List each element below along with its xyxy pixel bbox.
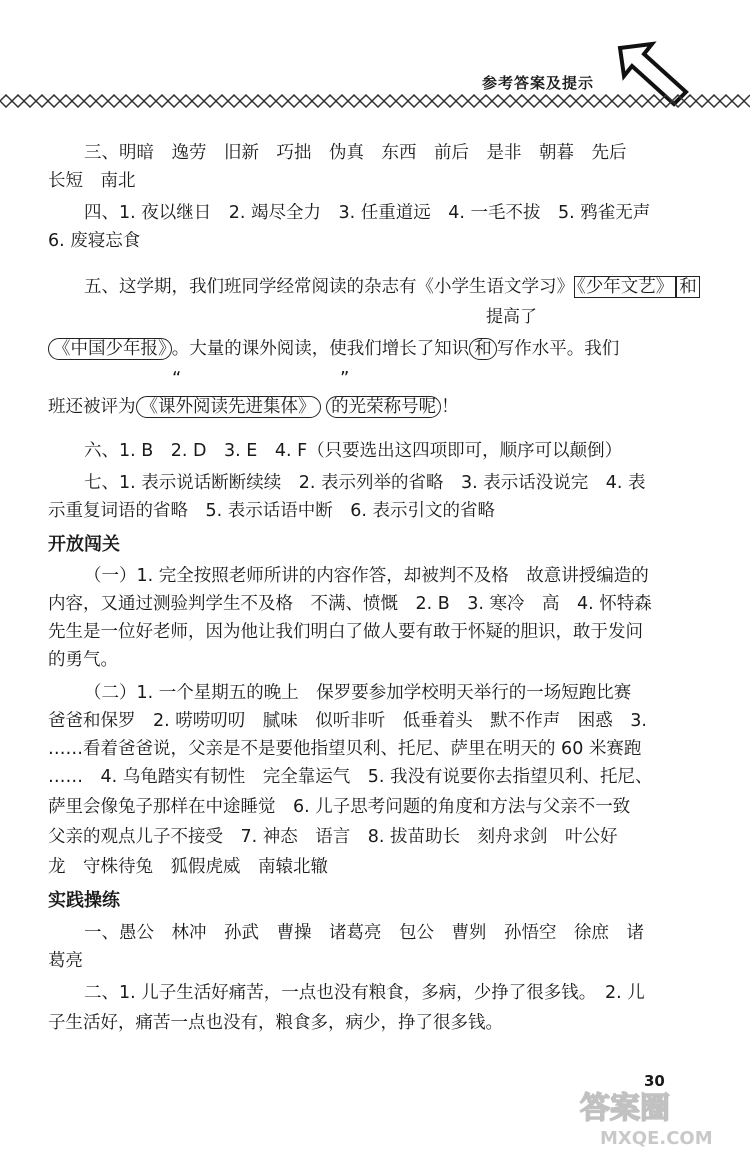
section-heading-open: 开放闯关 bbox=[48, 534, 120, 555]
practice1-line1: 一、愚公 林冲 孙武 曹操 诸葛亮 包公 曹刿 孙悟空 徐庶 诸 bbox=[84, 923, 644, 943]
section3-line2: 长短 南北 bbox=[48, 171, 136, 191]
section4-line1: 四、1. 夜以继日 2. 竭尽全力 3. 任重道远 4. 一毛不拔 5. 鸦雀无声 bbox=[84, 203, 651, 223]
open2-line7: 龙 守株待兔 狐假虎威 南辕北辙 bbox=[48, 857, 328, 877]
svg-text:MXQE.COM: MXQE.COM bbox=[600, 1128, 713, 1149]
oval-conjunction: 和 bbox=[469, 338, 497, 360]
zigzag-divider bbox=[0, 94, 750, 108]
open2-line4: …… 4. 乌龟踏实有韧性 完全靠运气 5. 我没有说要你去指望贝利、托尼、 bbox=[48, 767, 653, 787]
section5-text-e: ！ bbox=[441, 397, 459, 417]
header-title: 参考答案及提示 bbox=[482, 74, 595, 92]
boxed-magazine: 《少年文艺》 bbox=[574, 276, 676, 298]
section5-text-a: 五、这学期，我们班同学经常阅读的杂志有《小学生语文学习》 bbox=[84, 277, 574, 297]
page-header bbox=[0, 0, 750, 120]
section5-text-b: 。大量的课外阅读，使我们增长了知识 bbox=[171, 339, 470, 359]
open1-line1: （一）1. 完全按照老师所讲的内容作答，却被判不及格 故意讲授编造的 bbox=[84, 566, 649, 586]
open2-line1: （二）1. 一个星期五的晚上 保罗要参加学校明天举行的一场短跑比赛 bbox=[84, 683, 632, 703]
section-heading-practice: 实践操练 bbox=[48, 890, 120, 911]
section4-line2: 6. 废寝忘食 bbox=[48, 231, 141, 251]
open1-line3: 先生是一位好老师，因为他让我们明白了做人要有敢于怀疑的胆识，敢于发问 bbox=[48, 622, 643, 642]
oval-honor: 的光荣称号呢 bbox=[326, 396, 441, 418]
section5-line1 bbox=[84, 276, 700, 298]
open2-line2: 爸爸和保罗 2. 唠唠叨叨 腻味 似听非听 低垂着头 默不作声 困惑 3. bbox=[48, 711, 647, 731]
practice2-line2: 子生活好，痛苦一点也没有，粮食多，病少，挣了很多钱。 bbox=[48, 1013, 503, 1033]
quote-mark-open: “ bbox=[172, 368, 182, 389]
section7-line1: 七、1. 表示说话断断续续 2. 表示列举的省略 3. 表示话没说完 4. 表 bbox=[84, 473, 646, 493]
open1-line2: 内容，又通过测验判学生不及格 不满、愤慨 2. B 3. 寒冷 高 4. 怀特森 bbox=[48, 594, 652, 614]
open2-line5: 萨里会像兔子那样在中途睡觉 6. 儿子思考问题的角度和方法与父亲不一致 bbox=[48, 797, 631, 817]
oval-newspaper: 《中国少年报》 bbox=[48, 338, 172, 360]
page-number: 30 bbox=[644, 1072, 665, 1090]
section5-text-c: 写作水平。我们 bbox=[496, 339, 620, 359]
open2-line3: ……看着爸爸说，父亲是不是要他指望贝利、托尼、萨里在明天的 60 米赛跑 bbox=[48, 739, 642, 759]
insert-mark-text: 提高了 bbox=[486, 307, 537, 327]
svg-text:答案圈: 答案圈 bbox=[580, 1091, 670, 1126]
section5-line2 bbox=[48, 338, 619, 360]
boxed-conjunction: 和 bbox=[676, 276, 700, 298]
section3-line1: 三、明暗 逸劳 旧新 巧拙 伪真 东西 前后 是非 朝暮 先后 bbox=[84, 143, 627, 163]
open2-line6: 父亲的观点儿子不接受 7. 神态 语言 8. 拔苗助长 刻舟求剑 叶公好 bbox=[48, 827, 618, 847]
open1-line4: 的勇气。 bbox=[48, 650, 118, 670]
oval-title: 《课外阅读先进集体》 bbox=[136, 396, 321, 418]
section5-text-d: 班还被评为 bbox=[48, 397, 136, 417]
section6-line1: 六、1. B 2. D 3. E 4. F（只要选出这四项即可，顺序可以颠倒） bbox=[84, 441, 623, 461]
section7-line2: 示重复词语的省略 5. 表示话语中断 6. 表示引文的省略 bbox=[48, 501, 496, 521]
section5-line3 bbox=[48, 396, 459, 418]
quote-mark-close: ” bbox=[340, 368, 350, 389]
practice1-line2: 葛亮 bbox=[48, 951, 83, 971]
watermark-logo bbox=[560, 1080, 750, 1150]
practice2-line1: 二、1. 儿子生活好痛苦，一点也没有粮食，多病，少挣了很多钱。 2. 儿 bbox=[84, 983, 645, 1003]
